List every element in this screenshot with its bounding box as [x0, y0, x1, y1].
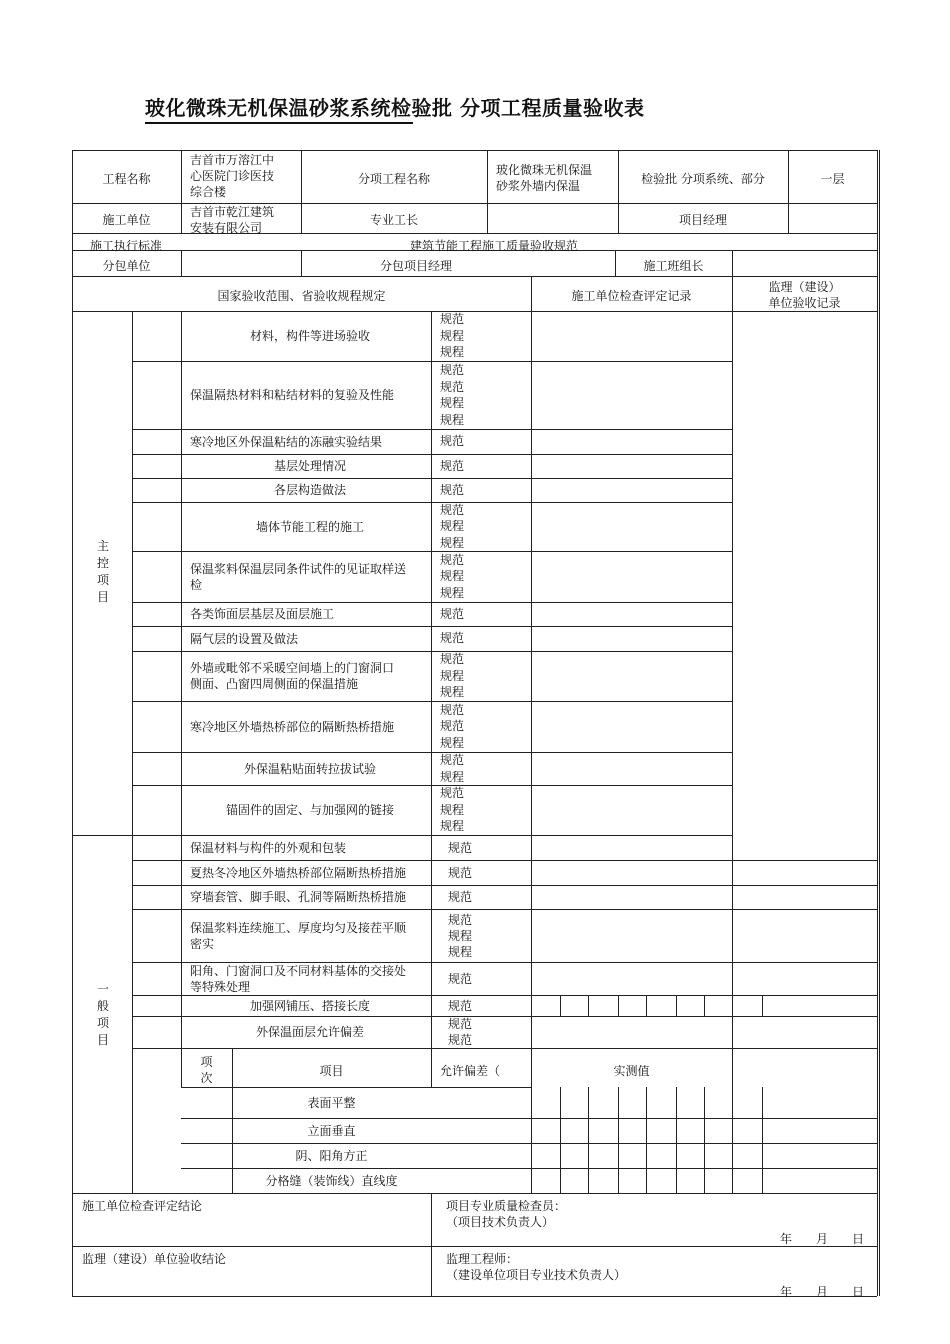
sub-project-value: 砂浆外墙内保温	[496, 179, 581, 193]
main-item-spec: 规范	[440, 312, 465, 327]
grid-line	[132, 478, 732, 479]
main-item-spec: 规范	[440, 363, 465, 377]
grid-line	[181, 1143, 877, 1144]
grid-line	[732, 1087, 733, 1193]
supervisor-label: 监理工程师：	[446, 1252, 519, 1266]
grid-line	[72, 835, 732, 836]
subcontractor-label: 分包单位	[102, 259, 151, 273]
grid-line	[132, 626, 732, 627]
general-item-name: 外保温面层允许偏差	[255, 1025, 364, 1039]
deviation-row-name: 分格缝（装饰线）直线度	[265, 1173, 398, 1188]
main-item-spec: 规程	[440, 819, 465, 834]
grid-line	[181, 311, 182, 1087]
main-item-name: 隔气层的设置及做法	[190, 631, 299, 646]
grid-line	[132, 502, 732, 503]
main-item-spec: 规范	[440, 606, 465, 621]
main-item-name: 检	[190, 577, 203, 592]
construction-unit-value: 吉首市乾江建筑	[190, 205, 275, 219]
grid-line	[181, 1118, 877, 1119]
quality-inspector-label: 项目专业质量检查员：	[446, 1199, 567, 1213]
grid-line	[646, 1087, 647, 1193]
grid-line	[588, 995, 589, 1016]
main-item-spec: 规程	[440, 328, 465, 343]
main-item-spec: 规范	[440, 719, 465, 734]
grid-line	[431, 1193, 432, 1296]
grid-line	[877, 150, 878, 1296]
main-item-name: 各类饰面层基层及面层施工	[190, 607, 335, 621]
main-items-label: 项	[96, 573, 109, 587]
main-items-label: 目	[96, 590, 109, 604]
grid-line	[431, 311, 432, 1087]
grid-line	[646, 995, 647, 1016]
general-item-spec: 规范	[448, 840, 473, 855]
grid-line	[618, 995, 619, 1016]
tech-lead-label: （项目技术负责人）	[446, 1215, 555, 1229]
standard-value: 建筑节能工程施工质量验收规范	[409, 239, 578, 253]
main-item-name: 基层处理情况	[273, 459, 346, 473]
main-item-spec: 规范	[440, 702, 465, 717]
grid-line	[560, 1087, 561, 1193]
main-item-name: 侧面、凸窗四周侧面的保温措施	[190, 677, 359, 691]
main-item-name: 锚固件的固定、与加强网的链接	[225, 803, 394, 817]
page-title: 玻化微珠无机保温砂浆系统检验批 分项工程质量验收表	[145, 96, 645, 120]
project-name-label: 工程名称	[102, 172, 151, 186]
team-leader-label: 施工班组长	[643, 259, 704, 273]
main-item-name: 外保温粘贴面转拉拔试验	[243, 761, 376, 776]
main-item-spec: 规范	[440, 753, 465, 767]
main-item-name: 材料，构件等进场验收	[249, 329, 370, 343]
grid-line	[72, 1296, 877, 1297]
main-items-label: 控	[96, 556, 109, 570]
owner-tech-lead-label: （建设单位项目专业技术负责人）	[446, 1268, 627, 1282]
main-item-spec: 规程	[440, 345, 465, 360]
construction-conclusion: 施工单位检查评定结论	[82, 1199, 203, 1213]
grid-line	[132, 1048, 877, 1049]
general-item-name: 保温材料与构件的外观和包装	[190, 840, 347, 855]
general-item-name: 等特殊处理	[190, 979, 251, 994]
general-item-spec: 规范	[448, 865, 473, 880]
main-item-spec: 规范	[440, 502, 465, 517]
main-item-spec: 规程	[440, 519, 465, 534]
sub-project-value: 玻化微珠无机保温	[496, 163, 593, 177]
grid-line	[618, 1087, 619, 1193]
deviation-row-name: 立面垂直	[307, 1123, 356, 1138]
grid-line	[788, 150, 789, 233]
general-item-name: 阳角、门窗洞口及不同材料基体的交接处	[190, 963, 407, 978]
general-items-label: 目	[96, 1033, 109, 1047]
general-item-spec: 规范	[448, 971, 473, 986]
general-item-spec: 规范	[448, 912, 473, 927]
main-item-spec: 规程	[440, 585, 465, 600]
grid-line	[181, 1168, 877, 1169]
general-items-label: 一	[96, 982, 109, 996]
main-item-name: 外墙或毗邻不采暖空间墙上的门窗洞口	[190, 661, 395, 675]
grid-line	[732, 995, 733, 1016]
grid-line	[132, 429, 732, 430]
grid-line	[732, 250, 733, 276]
grid-line	[72, 1246, 877, 1247]
general-item-name: 保温浆料连续施工、厚度均匀及接茬平顺	[190, 920, 407, 935]
main-item-spec: 规程	[440, 685, 465, 700]
sub-project-label: 分项工程名称	[357, 172, 430, 186]
inspection-label: 检验批 分项系统、部分	[641, 172, 765, 186]
grid-line	[132, 909, 877, 910]
construction-unit-label: 施工单位	[102, 213, 151, 227]
main-item-spec: 规程	[440, 569, 465, 584]
general-items-label: 项	[96, 1016, 109, 1030]
general-item-name: 穿墙套管、脚手眼、孔洞等隔断热桥措施	[190, 890, 407, 904]
main-item-spec: 规程	[440, 396, 465, 410]
grid-line	[132, 361, 732, 362]
grid-line	[132, 860, 877, 861]
grid-line	[132, 752, 732, 753]
deviation-row-name: 表面平整	[307, 1095, 356, 1110]
general-item-spec: 规范	[448, 1017, 473, 1031]
grid-line	[560, 995, 561, 1016]
main-item-spec: 规范	[440, 631, 465, 646]
supervision-date: 年 月 日	[780, 1285, 865, 1299]
grid-line	[762, 995, 763, 1016]
grid-line	[704, 1087, 705, 1193]
general-item-spec: 规范	[448, 1033, 473, 1047]
deviation-allowed-header: 允许偏差（	[440, 1064, 501, 1078]
grid-line	[762, 1087, 763, 1193]
grid-line	[132, 701, 732, 702]
grid-line	[487, 150, 488, 233]
main-item-spec: 规范	[440, 458, 465, 473]
main-item-spec: 规程	[440, 535, 465, 550]
main-item-spec: 规程	[440, 802, 465, 817]
inspection-value: 一层	[820, 172, 845, 186]
grid-line	[181, 150, 182, 233]
project-name-value: 吉首市万溶江中	[190, 153, 275, 167]
grid-line	[72, 150, 73, 1296]
grid-line	[132, 785, 732, 786]
scope-label: 国家验收范围、省验收规程规定	[217, 289, 386, 303]
grid-line	[132, 551, 732, 552]
grid-line	[132, 651, 732, 652]
general-item-name: 夏热冬冷地区外墙热桥部位隔断热桥措施	[190, 865, 407, 880]
grid-line	[132, 1016, 877, 1017]
grid-line	[72, 276, 877, 277]
main-item-spec: 规范	[440, 652, 465, 667]
main-item-name: 寒冷地区外保温粘结的冻融实验结果	[190, 434, 383, 449]
grid-line	[879, 150, 880, 1296]
general-item-spec: 规程	[448, 944, 473, 959]
main-item-spec: 规范	[440, 482, 465, 497]
main-item-spec: 规程	[440, 668, 465, 683]
main-item-name: 保温浆料保温层同条件试件的见证取样送	[190, 561, 407, 576]
project-name-value: 心医院门诊医技	[190, 169, 275, 183]
inspection-date: 年 月 日	[780, 1232, 865, 1246]
grid-line	[132, 885, 877, 886]
main-items-label: 主	[96, 539, 109, 553]
foreman-label: 专业工长	[369, 213, 418, 227]
grid-line	[588, 1087, 589, 1193]
grid-line	[72, 150, 877, 151]
grid-line	[676, 1087, 677, 1193]
general-item-spec: 规程	[448, 928, 473, 943]
main-item-spec: 规范	[440, 786, 465, 801]
main-item-spec: 规程	[440, 735, 465, 750]
main-item-spec: 规范	[440, 552, 465, 567]
supervision-label: 单位验收记录	[768, 296, 841, 310]
grid-line	[132, 995, 877, 996]
grid-line	[732, 276, 733, 1193]
grid-line	[676, 995, 677, 1016]
check-record-label: 施工单位检查评定记录	[571, 289, 692, 303]
sub-pm-label: 分包项目经理	[379, 259, 452, 273]
main-item-name: 各层构造做法	[273, 483, 346, 497]
deviation-measured-header: 实测值	[613, 1064, 650, 1078]
deviation-no-header: 项	[200, 1055, 213, 1069]
general-item-spec: 规范	[448, 998, 473, 1013]
supervision-label: 监理（建设）	[768, 280, 841, 294]
main-item-spec: 规程	[440, 412, 465, 427]
grid-line	[531, 276, 532, 1193]
main-item-name: 墙体节能工程的施工	[255, 519, 364, 534]
grid-line	[72, 1193, 877, 1194]
standard-label: 施工执行标准	[90, 239, 163, 253]
project-name-value: 综合楼	[190, 185, 227, 199]
deviation-no-header: 次	[200, 1071, 213, 1085]
main-item-spec: 规程	[440, 769, 465, 784]
grid-line	[704, 995, 705, 1016]
grid-line	[132, 454, 732, 455]
general-item-spec: 规范	[448, 890, 473, 904]
deviation-item-header: 项目	[319, 1064, 344, 1078]
deviation-row-name: 阴、阳角方正	[295, 1148, 368, 1163]
main-item-spec: 规范	[440, 379, 465, 394]
grid-line	[132, 602, 732, 603]
main-item-name: 保温隔热材料和粘结材料的复验及性能	[190, 388, 395, 402]
general-item-name: 密实	[190, 936, 215, 951]
main-item-spec: 规范	[440, 434, 465, 449]
project-manager-label: 项目经理	[678, 213, 727, 227]
main-item-name: 寒冷地区外墙热桥部位的隔断热桥措施	[190, 719, 395, 734]
grid-line	[732, 1016, 733, 1048]
supervision-conclusion: 监理（建设）单位验收结论	[82, 1252, 227, 1266]
general-item-name: 加强网铺压、搭接长度	[249, 998, 370, 1013]
construction-unit-value: 安装有限公司	[190, 221, 263, 235]
general-items-label: 般	[96, 999, 109, 1013]
grid-line	[181, 1087, 531, 1088]
grid-line	[181, 250, 182, 276]
